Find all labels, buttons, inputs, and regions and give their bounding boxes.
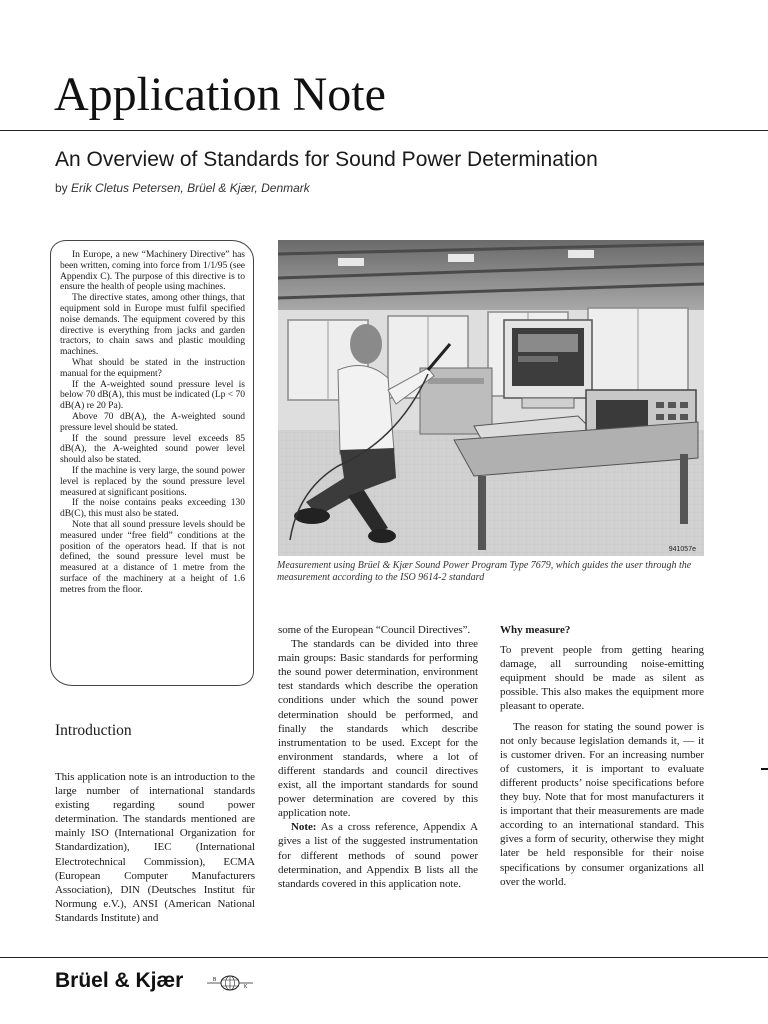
byline — [55, 180, 310, 196]
figure-id-label: 941057e — [668, 546, 696, 553]
machinery-directive-sidebar — [50, 240, 254, 686]
column-3 — [500, 623, 704, 889]
note-text: As a cross reference, Appendix A gives a list of the suggested instrumentation for different methods of sound power determination, and Appendix B lists all the standards covered in this application note. — [278, 821, 478, 890]
sidebar-paragraph: In Europe, a new “Machinery Directive” has been written, coming into force from 1/1/95 (see Appendix C). The purpose of this directive is to ensure the health of people using machines. — [60, 249, 245, 293]
sidebar-paragraph: The directive states, among other things, that equipment sold in Europe must fulfil specified noise demands. The equipment covered by this directive is everything from jacks and garden tractors, to chain saws and plastic moulding machines. — [60, 292, 245, 358]
sidebar-paragraph: Above 70 dB(A), the A-weighted sound pressure level should be stated. — [60, 410, 245, 433]
figure-caption: Measurement using Brüel & Kjær Sound Power Program Type 7679, which guides the user through the measurement according to the ISO 9614-2 standard — [277, 560, 692, 583]
sidebar-paragraph: What should be stated in the instruction manual for the equipment? — [60, 356, 245, 379]
introduction-heading: Introduction — [55, 722, 132, 739]
footer-divider — [0, 957, 768, 958]
sidebar-paragraph: If the sound pressure level exceeds 85 dB(A), the A-weighted sound power level should also be stated. — [60, 432, 245, 466]
globe-logo-icon — [207, 975, 253, 991]
byline-prefix: by — [55, 181, 68, 195]
page-title: Application Note — [54, 68, 386, 121]
brand-name: Brüel & Kjær — [55, 969, 184, 992]
header-divider — [0, 130, 768, 131]
logo-letter-b: B — [213, 977, 217, 983]
measurement-photo — [278, 240, 704, 556]
why-measure-heading: Why measure? — [500, 624, 571, 636]
page-subtitle: An Overview of Standards for Sound Power Determination — [55, 148, 598, 171]
logo-letter-k: K — [244, 984, 248, 990]
intro-note-paragraph — [278, 820, 478, 890]
sidebar-paragraph: If the noise contains peaks exceeding 130 dB(C), this must also be stated. — [60, 497, 245, 520]
note-lead: Note: — [291, 821, 317, 834]
sidebar-paragraph: Note that all sound pressure levels should be measured under “free field” conditions at the position of the operators head. If that is not defined, the sound pressure level must be measured at a distance of 1 metre from the surface of the machinery at a height of 1.6 metres from the floor. — [60, 518, 245, 595]
column-2 — [278, 623, 478, 891]
intro-paragraph: The standards can be divided into three main groups: Basic standards for performing the sound power determination, environment test standards which describe the operation conditions under which the sound power determination should be performed, and finally the standards which describe instrumentation to be used. Except for the environment standards, where a lot of different standards and council directives exist, all the important standards for sound power determination are covered by this application note. — [278, 638, 478, 820]
intro-paragraph: some of the European “Council Directives”. — [278, 624, 471, 636]
why-paragraph: To prevent people from getting hearing damage, all surrounding noise-emitting equipment should be made as silent as possible. This also makes the equipment more pleasant to operate. — [500, 644, 704, 713]
author-name: Erik Cletus Petersen, Brüel & Kjær, Denmark — [71, 181, 310, 195]
intro-paragraph: This application note is an introduction to the large number of international standards existing regarding sound power determination. The standards mentioned are mainly ISO (International Organization for Standardization), IEC (International Electrotechnical Commission), ECMA (European Computer Manufacturers Association), DIN (Deutsches Institut für Normung e.V.), ANSI (American National Standards Institute) and — [55, 771, 255, 924]
column-1 — [55, 770, 255, 925]
why-paragraph: The reason for stating the sound power is not only because legislation demands it, — it is customer driven. For an increasing number of customers, it is important to evaluate different products’ noise specifications before they buy. Note that for most manufacturers it is important that their measurements are made according to an international standard. This gives a form of security, otherwise they might later be held responsible for their noise specifications by consumer organizations all over the world. — [500, 720, 704, 888]
sidebar-paragraph: If the A-weighted sound pressure level is below 70 dB(A), this must be indicated (Lp < 70 dB(A) re 20 Pa). — [60, 378, 245, 412]
margin-mark — [761, 768, 768, 770]
sidebar-paragraph: If the machine is very large, the sound power level is replaced by the sound pressure level measured at significant positions. — [60, 464, 245, 498]
